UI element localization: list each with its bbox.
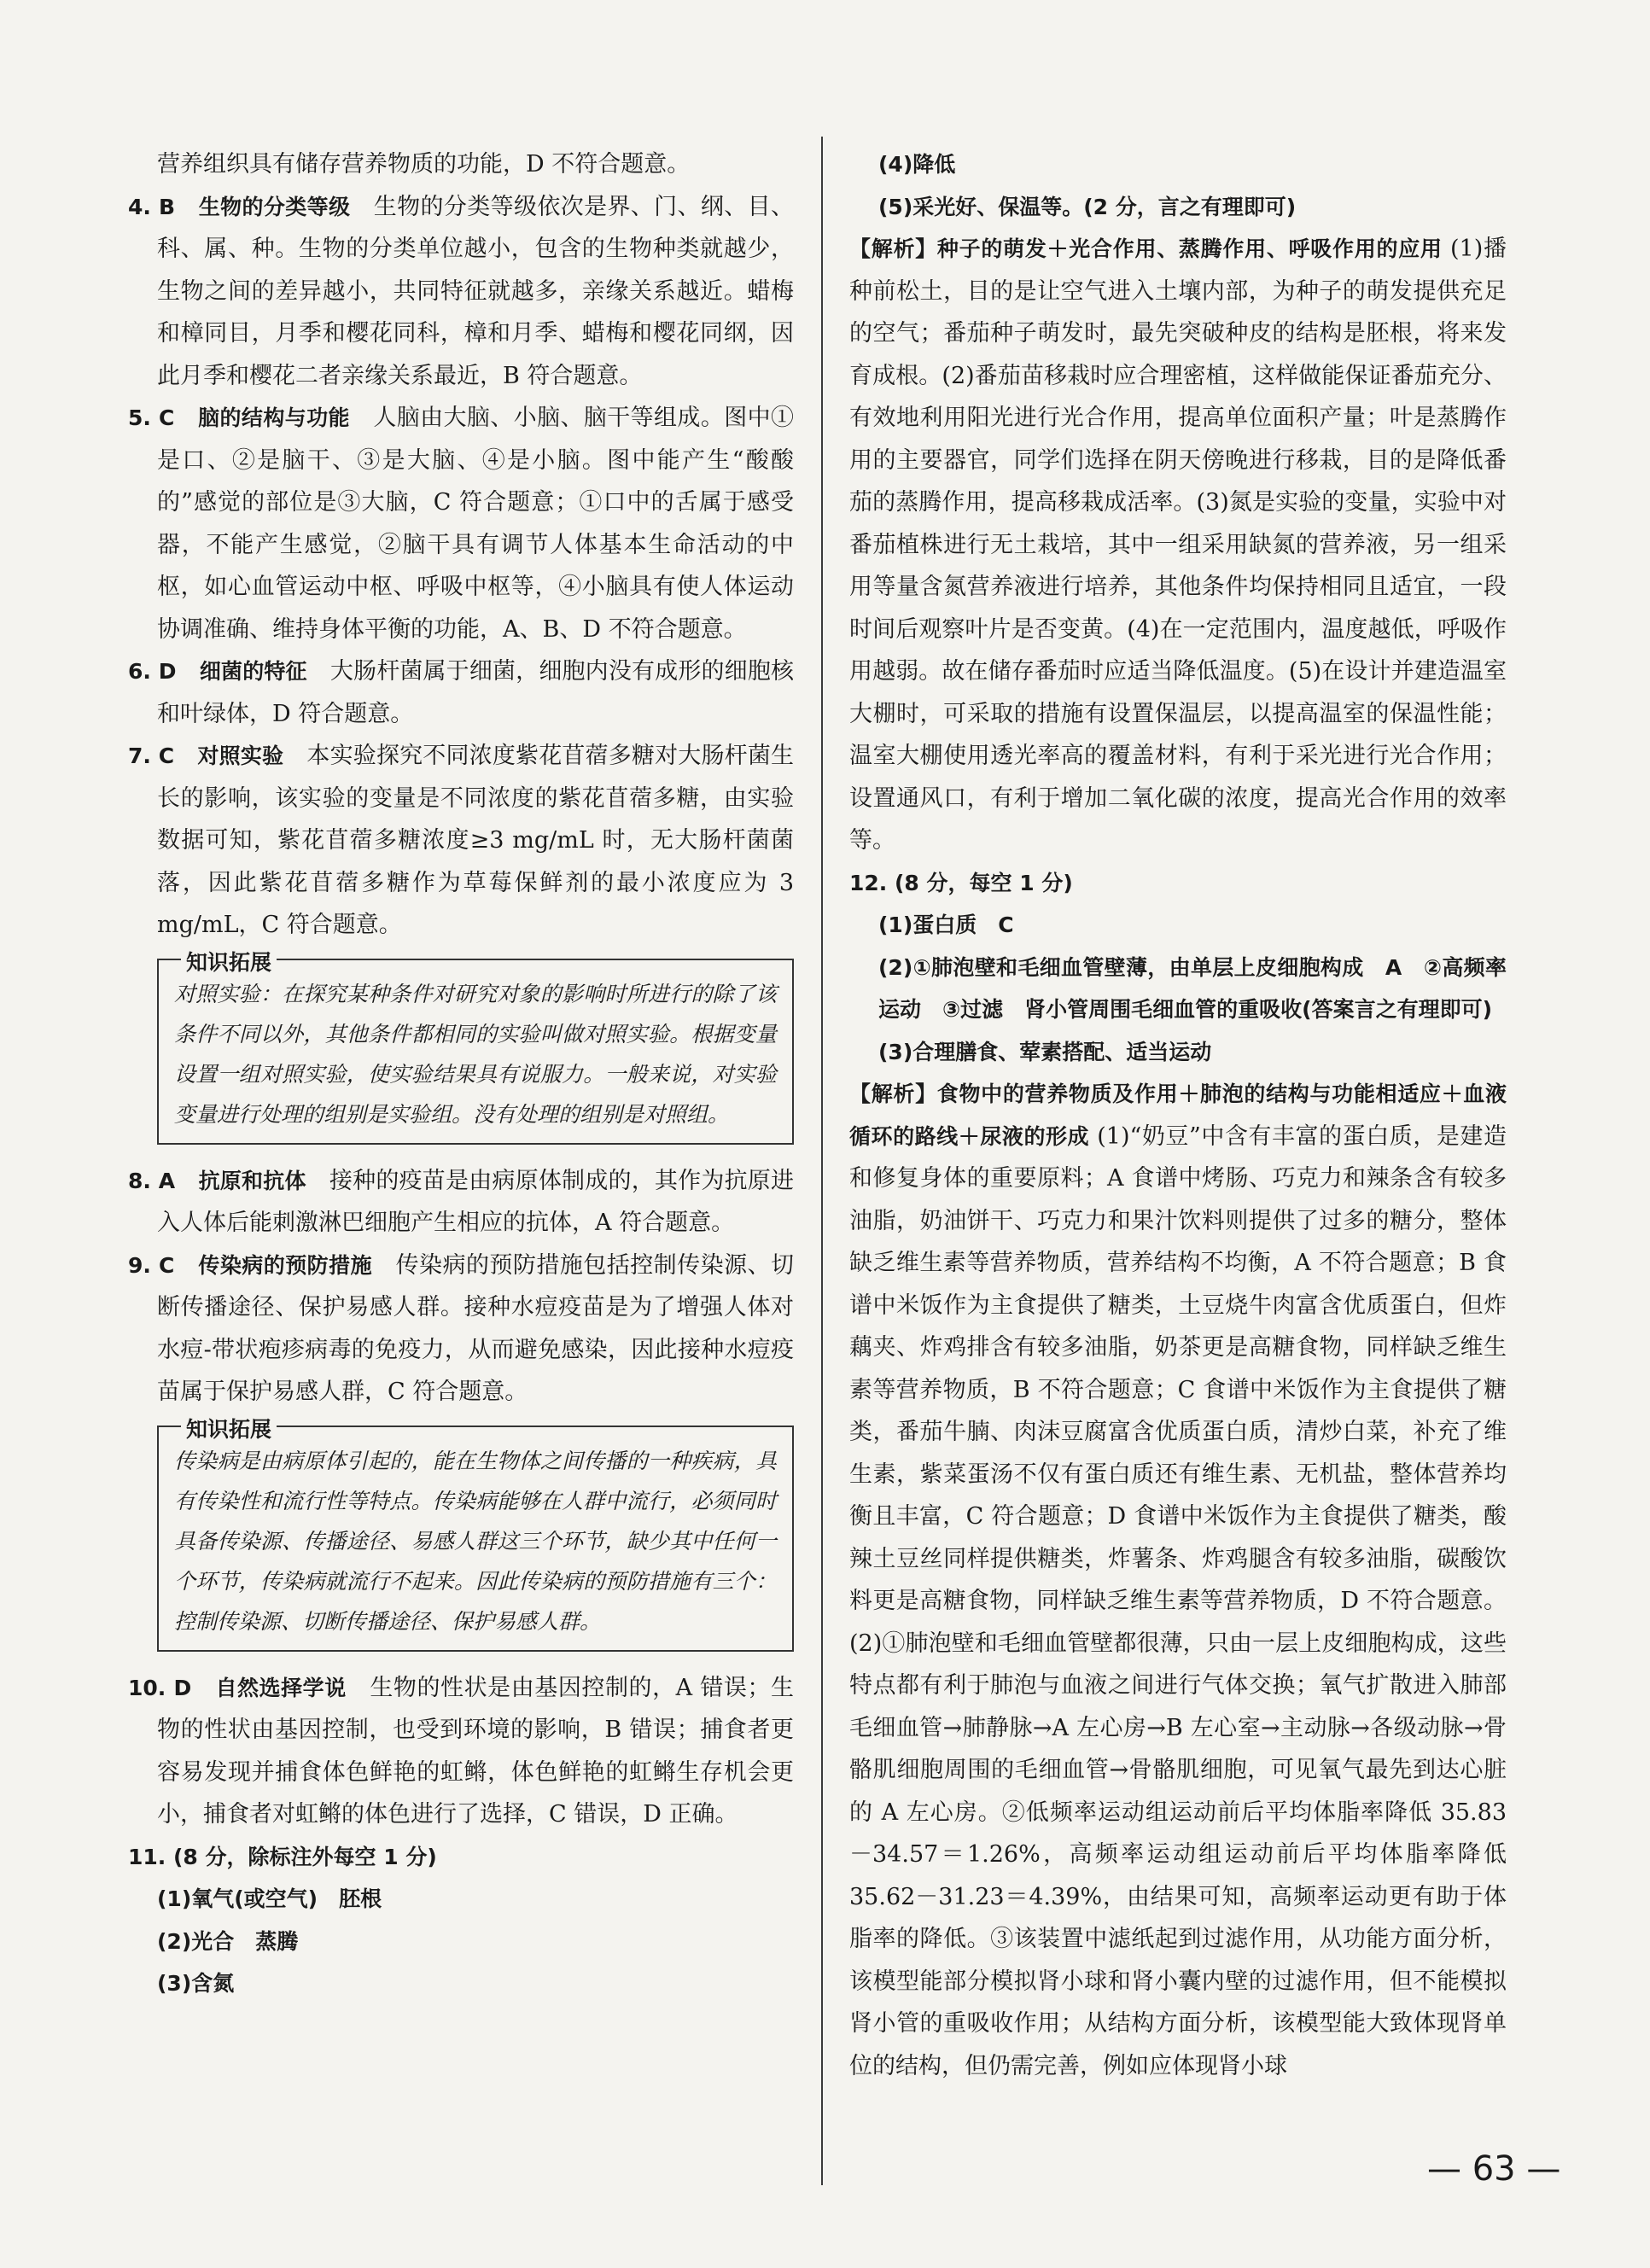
answer-7: 7. C 对照实验 本实验探究不同浓度紫花苜蓿多糖对大肠杆菌生长的影响，该实验的变量是不同浓度的紫花苜蓿多糖，由实验数据可知，紫花苜蓿多糖浓度≥3 mg/mL 时，无大肠杆菌菌落，因此紫花苜蓿多糖作为草莓保鲜剂的最小浓度应为 3 mg/mL，C 符合题意。: [128, 743, 794, 938]
answer-6: 6. D 细菌的特征 大肠杆菌属于细菌，细胞内没有成形的细胞核和叶绿体，D 符合题意。: [128, 658, 794, 727]
answer-12-part2: (2)①肺泡壁和毛细血管壁薄，由单层上皮细胞构成 A ②高频率运动 ③过滤 肾小管周围毛细血管的重吸收(答案言之有理即可): [878, 954, 1507, 1022]
answer-8: 8. A 抗原和抗体 接种的疫苗是由病原体制成的，其作为抗原进入人体后能刺激淋巴细胞产生相应的抗体，A 符合题意。: [128, 1167, 794, 1236]
answer-4: 4. B 生物的分类等级 生物的分类等级依次是界、门、纲、目、科、属、种。生物的分类单位越小，包含的生物种类就越少，生物之间的差异越小，共同特征就越多，亲缘关系越近。蜡梅和樟同目，月季和樱花同科，樟和月季、蜡梅和樱花同纲，因此月季和樱花二者亲缘关系最近，B 符合题意。: [128, 193, 795, 389]
analysis-12: 【解析】食物中的营养物质及作用＋肺泡的结构与功能相适应＋血液循环的路线＋尿液的形成 (1)“奶豆”中含有丰富的蛋白质，是建造和修复身体的重要原料；A 食谱中烤肠、巧克力和辣条含有较多油脂，奶油饼干、巧克力和果汁饮料则提供了过多的糖分，整体缺乏维生素等营养物质，营养结构不均衡，A 不符合题意；B 食谱中米饭作为主食提供了糖类，土豆烧牛肉富含优质蛋白，但炸藕夹、炸鸡排含有较多油脂，奶茶更是高糖食物，同样缺乏维生素等营养物质，B 不符合题意；C 食谱中米饭作为主食提供了糖类，番茄牛腩、肉沫豆腐富含优质蛋白质，清炒白菜，补充了维生素，紫菜蛋汤不仅有蛋白质还有维生素、无机盐，整体营养均衡且丰富，C 符合题意；D 食谱中米饭作为主食提供了糖类，酸辣土豆丝同样提供糖类，炸薯条、炸鸡腿含有较多油脂，碳酸饮料更是高糖食物，同样缺乏维生素等营养物质，D 不符合题意。(2)①肺泡壁和毛细血管壁都很薄，只由一层上皮细胞构成，这些特点都有利于肺泡与血液之间进行气体交换；氧气扩散进入肺部毛细血管→肺静脉→A 左心房→B 左心室→主动脉→各级动脉→骨骼肌细胞周围的毛细血管→骨骼肌细胞，可见氧气最先到达心脏的 A 左心房。②低频率运动组运动前后平均体脂率降低 35.83－34.57＝1.26%，高频率运动组运动前后平均体脂率降低 35.62－31.23＝4.39%，由结果可知，高频率运动更有助于体脂率的降低。③该装置中滤纸起到过滤作用，从功能方面分析，该模型能部分模拟肾小球和肾小囊内壁的过滤作用，但不能模拟肾小管的重吸收作用；从结构方面分析，该模型能大致体现肾单位的结构，但仍需完善，例如应体现肾小球: [849, 1082, 1507, 2079]
box-text: 传染病是由病原体引起的，能在生物体之间传播的一种疾病，具有传染性和流行性等特点。传染病能够在人群中流行，必须同时具备传染源、传播途径、易感人群这三个环节，缺少其中任何一个环节，传染病就流行不起来。因此传染病的预防措施有三个：控制传染源、切断传播途径、保护易感人群。: [174, 1448, 777, 1634]
answer-10: 10. D 自然选择学说 生物的性状是由基因控制的，A 错误；生物的性状由基因控制，也受到环境的影响，B 错误；捕食者更容易发现并捕食体色鲜艳的虹鳉，体色鲜艳的虹鳉生存机会更小，捕食者对虹鳉的体色进行了选择，C 错误，D 正确。: [128, 1674, 794, 1828]
box-text: 对照实验：在探究某种条件对研究对象的影响时所进行的除了该条件不同以外，其他条件都相同的实验叫做对照实验。根据变量设置一组对照实验，使实验结果具有说服力。一般来说，对实验变量进行处理的组别是实验组。没有处理的组别是对照组。: [174, 981, 777, 1127]
answer-12-part1: (1)蛋白质 C: [878, 912, 1014, 937]
answer-12-header: 12. (8 分，每空 1 分): [849, 870, 1073, 895]
column-divider: [821, 137, 823, 2185]
knowledge-box-1: [157, 949, 794, 1145]
answer-11-part4: (4)降低: [878, 152, 956, 177]
box-title: 知识拓展: [181, 946, 277, 977]
answer-9: 9. C 传染病的预防措施 传染病的预防措施包括控制传染源、切断传播途径、保护易感人群。接种水痘疫苗是为了增强人体对水痘-带状疱疹病毒的免疫力，从而避免感染，因此接种水痘疫苗属于保护易感人群，C 符合题意。: [128, 1251, 795, 1405]
topic: 生物的分类等级: [198, 194, 351, 219]
answer-11-part2: (2)光合 蒸腾: [157, 1928, 299, 1954]
knowledge-box-2: [157, 1416, 794, 1652]
page-number: — 63 —: [1427, 2149, 1561, 2189]
analysis-11: 【解析】种子的萌发＋光合作用、蒸腾作用、呼吸作用的应用 (1)播种前松土，目的是让空气进入土壤内部，为种子的萌发提供充足的空气；番茄种子萌发时，最先突破种皮的结构是胚根，将来发育成根。(2)番茄苗移栽时应合理密植，这样做能保证番茄充分、有效地利用阳光进行光合作用，提高单位面积产量；叶是蒸腾作用的主要器官，同学们选择在阴天傍晚进行移栽，目的是降低番茄的蒸腾作用，提高移栽成活率。(3)氮是实验的变量，实验中对番茄植株进行无土栽培，其中一组采用缺氮的营养液，另一组采用等量含氮营养液进行培养，其他条件均保持相同且适宜，一段时间后观察叶片是否变黄。(4)在一定范围内，温度越低，呼吸作用越弱。故在储存番茄时应适当降低温度。(5)在设计并建造温室大棚时，可采取的措施有设置保温层，以提高温室的保温性能；温室大棚使用透光率高的覆盖材料，有利于采光进行光合作用；设置通风口，有利于增加二氧化碳的浓度，提高光合作用的效率等。: [849, 236, 1507, 854]
right-column: [849, 143, 1507, 2087]
answer-number: 4. B: [128, 194, 176, 219]
answer-5: 5. C 脑的结构与功能 人脑由大脑、小脑、脑干等组成。图中①是口、②是脑干、③是大脑、④是小脑。图中能产生“酸酸的”感觉的部位是③大脑，C 符合题意；①口中的舌属于感受器，不能产生感觉，②脑干具有调节人体基本生命活动的中枢，如心血管运动中枢、呼吸中枢等，④小脑具有使人体运动协调准确、维持身体平衡的功能，A、B、D 不符合题意。: [128, 405, 795, 643]
answer-11-part5: (5)采光好、保温等。(2 分，言之有理即可): [878, 194, 1297, 219]
analysis-heading: 【解析】食物中的营养物质及作用＋肺泡的结构与功能相适应＋血液循环的路线＋尿液的形成: [849, 1082, 1507, 1149]
answer-12-part3: (3)合理膳食、荤素搭配、适当运动: [878, 1039, 1212, 1064]
answer-11-header: 11. (8 分，除标注外每空 1 分): [128, 1844, 437, 1869]
answer-11-part1: (1)氧气(或空气) 胚根: [157, 1886, 382, 1911]
answer-11-part3: (3)含氮: [157, 1971, 235, 1996]
continuation-text: 营养组织具有储存营养物质的功能，D 不符合题意。: [157, 151, 691, 178]
analysis-heading: 【解析】种子的萌发＋光合作用、蒸腾作用、呼吸作用的应用: [849, 236, 1443, 261]
box-title: 知识拓展: [181, 1413, 277, 1443]
left-column: [128, 143, 794, 2005]
